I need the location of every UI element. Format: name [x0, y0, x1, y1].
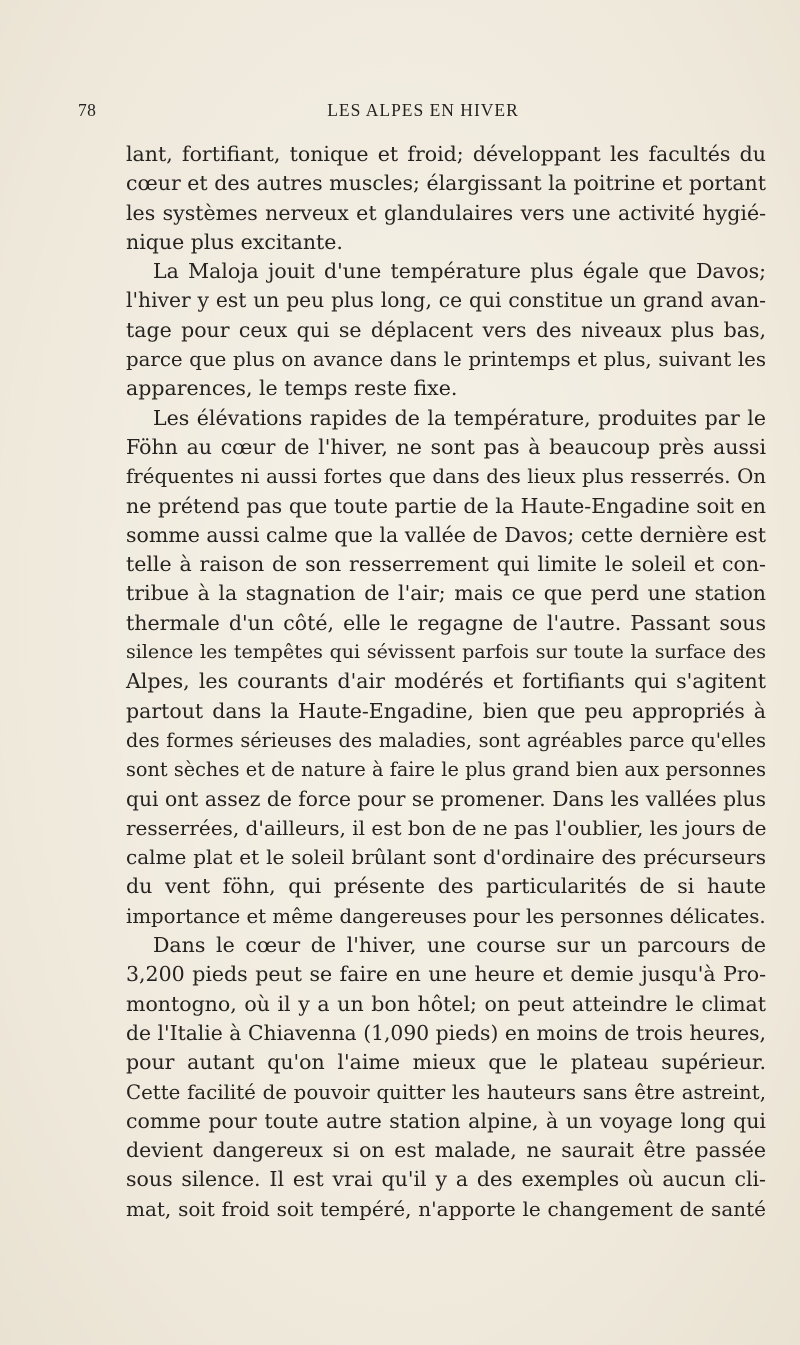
- page-number: 78: [78, 100, 97, 120]
- text-line: comme pour toute autre station alpine, à un voyage long qui: [126, 1108, 766, 1133]
- text-line: tribue à la stagnation de l'air; mais ce que perd une station: [126, 581, 766, 606]
- text-line: telle à raison de son resserrement qui limite le soleil et con-: [126, 552, 766, 577]
- text-line: mat, soit froid soit tempéré, n'apporte le changement de santé: [126, 1196, 766, 1221]
- text-line: montogno, où il y a un bon hôtel; on peut atteindre le climat: [126, 991, 766, 1016]
- text-line: importance et même dangereuses pour les personnes délicates.: [126, 904, 766, 928]
- text-line: qui ont assez de force pour se promener. Dans les vallées plus: [126, 786, 766, 811]
- text-line: cœur et des autres muscles; élargissant la poitrine et portant: [126, 171, 766, 196]
- text-line: thermale d'un côté, elle le regagne de l'autre. Passant sous: [126, 610, 766, 635]
- text-line: resserrées, d'ailleurs, il est bon de ne pas l'oublier, les jours de: [126, 815, 767, 840]
- text-line: ne prétend pas que toute partie de la Haute-Engadine soit en: [126, 493, 766, 518]
- text-line: Föhn au cœur de l'hiver, ne sont pas à beaucoup près aussi: [126, 434, 766, 459]
- text-line: somme aussi calme que la vallée de Davos; cette dernière est: [126, 522, 766, 547]
- text-line: silence les tempêtes qui sévissent parfois sur toute la surface des: [126, 641, 766, 664]
- text-line: partout dans la Haute-Engadine, bien que peu appropriés à: [126, 698, 766, 723]
- text-line: du vent föhn, qui présente des particularités de si haute: [126, 874, 766, 899]
- text-line: 3,200 pieds peut se faire en une heure et demie jusqu'à Pro-: [126, 962, 766, 987]
- text-line: La Maloja jouit d'une température plus égale que Davos;: [153, 259, 766, 284]
- text-line: nique plus excitante.: [126, 229, 343, 254]
- text-line: fréquentes ni aussi fortes que dans des lieux plus resserrés. On: [126, 465, 766, 489]
- text-line: pour autant qu'on l'aime mieux que le plateau supérieur.: [126, 1050, 766, 1075]
- running-head: [78, 100, 768, 126]
- text-line: Cette facilité de pouvoir quitter les hauteurs sans être astreint,: [126, 1080, 766, 1104]
- running-title: LES ALPES EN HIVER: [327, 100, 519, 120]
- text-line: parce que plus on avance dans le printemps et plus, suivant les: [126, 348, 766, 372]
- text-line: calme plat et le soleil brûlant sont d'ordinaire des précurseurs: [126, 845, 766, 870]
- text-line: lant, fortifiant, tonique et froid; développant les facultés du: [126, 142, 766, 166]
- text-line: l'hiver y est un peu plus long, ce qui constitue un grand avan-: [126, 288, 766, 313]
- text-line: apparences, le temps reste fixe.: [126, 376, 458, 401]
- text-line: sont sèches et de nature à faire le plus grand bien aux personnes: [126, 758, 766, 782]
- text-line: sous silence. Il est vrai qu'il y a des exemples où aucun cli-: [126, 1167, 766, 1192]
- text-line: devient dangereux si on est malade, ne saurait être passée: [126, 1138, 766, 1163]
- body-text: [126, 140, 766, 1224]
- text-line: de l'Italie à Chiavenna (1,090 pieds) en moins de trois heures,: [126, 1020, 766, 1045]
- text-line: les systèmes nerveux et glandulaires vers une activité hygié-: [126, 200, 766, 225]
- text-line: Alpes, les courants d'air modérés et fortifiants qui s'agitent: [126, 669, 766, 694]
- text-line: Les élévations rapides de la température, produites par le: [153, 405, 766, 430]
- text-line: Dans le cœur de l'hiver, une course sur un parcours de: [153, 933, 766, 958]
- text-line: des formes sérieuses des maladies, sont agréables parce qu'elles: [126, 728, 766, 752]
- text-line: tage pour ceux qui se déplacent vers des niveaux plus bas,: [126, 317, 766, 342]
